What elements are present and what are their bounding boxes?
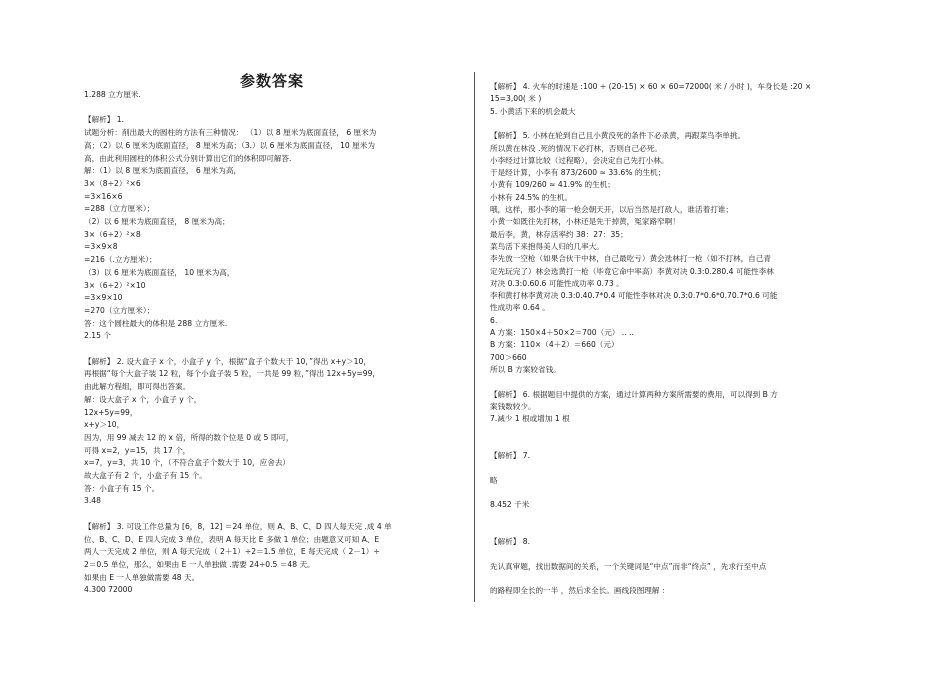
text-line: 性成功率 0.64 。 [490, 303, 550, 313]
text-line: 高；（2）以 6 厘米为底面直径， 8 厘米为高；（3.）以 6 厘米为底面直径， 10 厘米为 [84, 140, 375, 150]
text-line: 【解析】 5. 小林在轮到自己且小黄没死的条件下必杀黄，再跟菜鸟李单挑。 [490, 131, 746, 141]
text-line: 所以黄在林没 .死的情况下必打林，否则自己必死。 [490, 143, 662, 153]
text-line: 小李经过计算比较（过程略），会决定自己先打小林。 [490, 155, 669, 165]
text-line: 12x+5y=99， [84, 407, 138, 417]
text-line: 对决 0.3:0.60.6 可能性成功率 0.73 。 [490, 278, 624, 288]
text-line: 定先玩完了）林会选黄打一枪（毕竟它命中率高）李黄对决 0.3:0.280.4 可能性李林 [490, 266, 774, 276]
text-line: 可得 x=2，y=15，共 17 个， [84, 445, 191, 455]
text-line: 所以 B 方案较省钱。 [490, 364, 561, 374]
text-line: 故大盒子有 2 个，小盒子有 15 个。 [84, 471, 207, 480]
text-line: =270（立方厘米）； [84, 305, 155, 315]
text-line: 1.288 立方厘米. [84, 90, 141, 99]
text-line: 小黄有 109/260 ≈ 41.9% 的生机； [490, 180, 615, 190]
text-line: A 方案：150×4＋50×2＝700（元） .. .. [490, 328, 634, 337]
text-line: 于是经计算，小李有 873/2600 ≈ 33.6% 的生机； [490, 168, 666, 178]
text-line: 由此解方程组，即可得出答案。 [84, 382, 191, 392]
text-line: 2＝0.5 单位，那么，如果由 E 一人单独做 .需要 24÷0.5 ＝48 天。 [84, 559, 315, 569]
text-line: 3×（6÷2）²×8 [84, 229, 141, 239]
text-line: 7.减少 1 根或增加 1 根 [490, 414, 570, 424]
text-line: x=7，y=3，共 10 个，（不符合盒子个数大于 10，应舍去） [84, 458, 291, 468]
text-line: 小黄一如既往先打林，小林还是先干掉黄，冤家路窄啊！ [490, 217, 680, 227]
text-line: 李和黄打林李黄对决 0.3:0.40.7*0.4 可能性李林对决 0.3:0.7*0.6*0.70.7*0.6 可能 [490, 291, 778, 301]
text-line: 【解析】 4. 火车的时速是 :100 ÷ (20-15) × 60 × 60=72000( 米 / 小时 )，车身长是 :20 × [490, 82, 812, 91]
text-line: 哦，这样，那小李的第一枪会朝天开，以后当然是打敌人，谁活着打谁； [490, 205, 733, 214]
text-line: 3×（8÷2）²×6 [84, 178, 141, 188]
text-line: 【解析】 6. 根据题目中提供的方案，通过计算两种方案所需要的费用，可以得到 B 方 [490, 389, 778, 399]
column-divider [474, 72, 475, 602]
text-line: （3）以 6 厘米为底面直径， 10 厘米为高， [84, 267, 235, 277]
text-line: =288（立方厘米）； [84, 204, 155, 214]
text-line: 李先放一空枪（如果合伙干中林，自己最吃亏）黄会选林打一枪（如不打林，自己青 [490, 254, 771, 264]
text-line: =3×9×8 [84, 242, 118, 252]
text-line: 【解析】 1. [84, 115, 125, 125]
text-line: 如果由 E 一人单独做需要 48 天。 [84, 572, 200, 582]
text-line: 3.48 [84, 496, 101, 506]
text-line: 8.452 千米 [490, 500, 530, 510]
text-line: 6. [490, 315, 498, 325]
text-line: 解：设大盒子 x 个，小盒子 y 个， [84, 394, 202, 404]
text-line: 的路程即全长的一半 ，然后求全长。画线段图理解 ： [490, 586, 670, 596]
text-line: 位、B、C、D、E 四人完成 3 单位，表明 A 每天比 E 多做 1 单位；由题意又可知 A、E [84, 534, 380, 544]
text-line: 【解析】 2. 设大盒子 x 个，小盒子 y 个，根据“盒子个数大于 10，”得出 x+y＞10， [84, 356, 371, 366]
text-line: 略 [490, 475, 498, 485]
text-line: （2）以 6 厘米为底面直径， 8 厘米为高； [84, 217, 230, 226]
text-line: 【解析】 3. 可设工作总量为 [6，8，12] ＝24 单位，则 A、B、C、D 四人每天完 .成 4 单 [84, 521, 392, 531]
text-line: 5. 小黄活下来的机会最大 [490, 106, 576, 116]
text-line: 3×（6÷2）²×10 [84, 280, 146, 290]
text-line: =3×16×6 [84, 191, 123, 201]
text-line: 先认真审题，找出数据间的关系，一个关键词是“中点”而非“终点” ，先求行至中点 [490, 561, 767, 571]
text-line: 案钱数较少。 [490, 401, 536, 411]
text-line: 试题分析：削出最大的圆柱的方法有三种情况： （1）以 8 厘米为底面直径， 6 厘米为 [84, 128, 377, 138]
text-line: 因为，用 99 减去 12 的 x 倍，所得的数个位是 0 或 5 即可， [84, 432, 294, 442]
text-line: =216（.立方厘米）； [84, 255, 157, 265]
text-line: =3×9×10 [84, 293, 123, 303]
text-line: 高，由此利用圆柱的体积公式分别计算出它们的体积即可解答. [84, 153, 292, 163]
page-title: 参数答案 [240, 72, 305, 90]
text-line: B 方案：110×（4＋2）＝660（元） [490, 340, 619, 350]
text-line: 两人一天完成 2 单位，则 A 每天完成（ 2＋1）÷2＝1.5 单位，E 每天完成（ 2－1）÷ [84, 547, 380, 557]
text-line: 答：这个圆柱最大的体积是 288 立方厘米. [84, 318, 228, 328]
text-line: 【解析】 7. [490, 451, 531, 460]
text-line: 700＞660 [490, 352, 527, 362]
text-line: 菜鸟活下来抱得美人归的几率大。 [490, 241, 604, 251]
text-line: 2.15 个 [84, 331, 111, 341]
text-line: 【解析】 8. [490, 537, 531, 547]
text-line: 答：小盒子有 15 个。 [84, 483, 160, 493]
text-line: 15=3,00( 米 ) [490, 94, 542, 104]
text-line: 4.300 72000 [84, 585, 133, 595]
text-line: 小林有 24.5% 的生机。 [490, 192, 573, 202]
text-line: 再根据“每个大盒子装 12 粒，每个小盒子装 5 粒，一共是 99 粒，”得出 12x+5y=99， [84, 369, 381, 379]
text-line: 解：（1）以 8 厘米为底面直径， 6 厘米为高， [84, 166, 242, 176]
text-line: x+y＞10， [84, 420, 125, 430]
text-line: 最后李，黄，林存活率约 38：27：35； [490, 229, 628, 239]
